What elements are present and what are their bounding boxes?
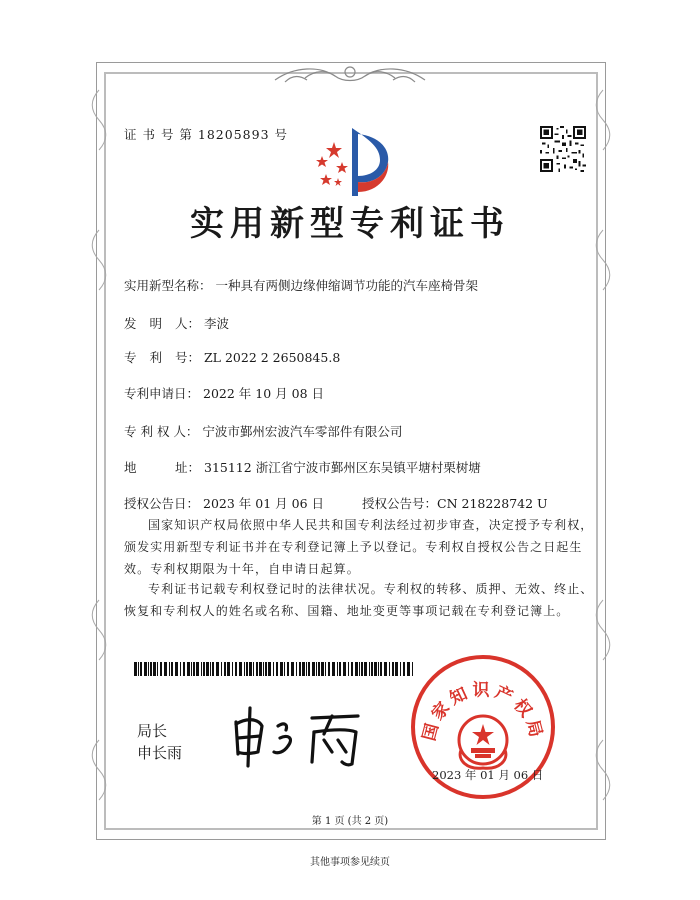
national-emblem [459, 716, 507, 768]
field-grant-pub-date: 授权公告日： 2023 年 01 月 06 日 [124, 496, 325, 511]
director-title: 局长 [137, 722, 168, 740]
field-inventor: 发 明 人： 李波 [124, 316, 230, 331]
logo-star-4 [320, 174, 332, 185]
logo-star-1 [326, 142, 342, 158]
cnipa-logo [312, 122, 400, 202]
top-ornament [265, 62, 435, 88]
right-ornament [592, 80, 614, 830]
page-number: 第 1 页 (共 2 页) [311, 816, 389, 827]
seal-date: 2023 年 01 月 06 日 [432, 768, 544, 782]
paragraph-legal-status: 专利证书记载专利权登记时的法律状况。专利权的转移、质押、无效、终止、恢复和专利权人的姓名或名称、国籍、地址变更等事项记载在专利登记簿上。 [124, 582, 594, 618]
seal-text: 国家知识产权局 [419, 680, 547, 744]
field-patentee: 专 利 权 人： 宁波市鄞州宏波汽车零部件有限公司 [124, 424, 403, 439]
logo-star-2 [316, 156, 328, 167]
qr-code[interactable] [540, 126, 586, 172]
field-filing-date: 专利申请日： 2022 年 10 月 08 日 [124, 386, 325, 401]
barcode [134, 662, 414, 676]
left-ornament [88, 80, 110, 830]
field-utility-name: 实用新型名称： 一种具有两侧边缘伸缩调节功能的汽车座椅骨架 [124, 278, 479, 293]
logo-star-5 [334, 178, 342, 186]
field-patent-number: 专 利 号： ZL 2022 2 2650845.8 [124, 350, 341, 365]
certificate-number: 证 书 号 第 18205893 号 [124, 127, 288, 142]
director-signature [228, 700, 368, 772]
field-grant-pub-number: 授权公告号：CN 218228742 U [362, 496, 548, 511]
paragraph-grant-statement: 国家知识产权局依照中华人民共和国专利法经过初步审查，决定授予专利权，颁发实用新型专利证书并在专利登记簿上予以登记。专利权自授权公告之日起生效。专利权期限为十年，自申请日起算。 [124, 518, 594, 576]
director-name: 申长雨 [137, 744, 183, 762]
field-address: 地 址： 315112 浙江省宁波市鄞州区东吴镇平塘村栗树塘 [124, 460, 481, 475]
footer-note: 其他事项参见续页 [310, 857, 390, 868]
certificate-title: 实用新型专利证书 [190, 204, 510, 244]
logo-star-3 [336, 162, 348, 173]
